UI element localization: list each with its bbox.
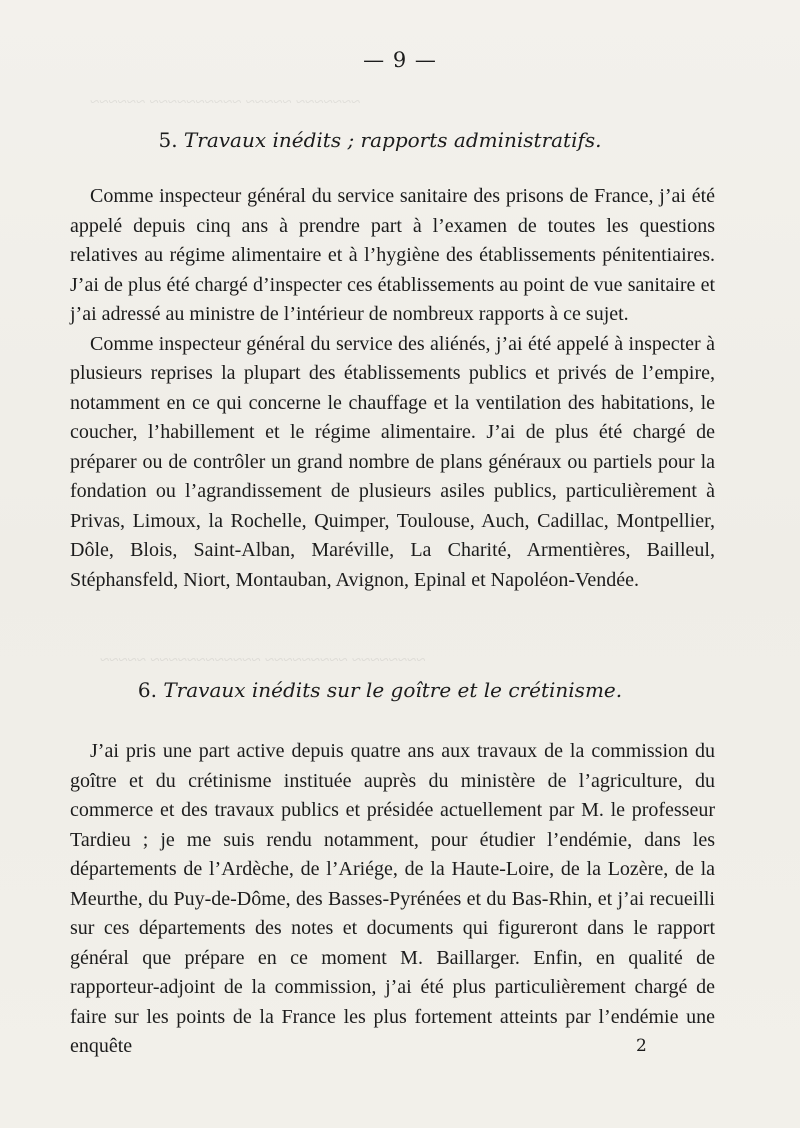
page-number: — 9 — xyxy=(363,48,437,72)
section-heading-5 xyxy=(0,128,760,152)
show-through-texture: ~~~~~~~~ ~~~~~~~~~ ~~~~~~~~~~~~ ~~~~~ xyxy=(100,650,426,669)
signature-mark: 2 xyxy=(636,1036,647,1056)
show-through-texture: ~~~~~~~ ~~~~~ ~~~~~~~~~~ ~~~~~~ xyxy=(90,92,361,111)
section-title: Travaux inédits sur le goître et le crétinisme. xyxy=(163,678,623,702)
section-number: 6. xyxy=(137,678,157,702)
section-body-6 xyxy=(70,737,715,1062)
section-body-5 xyxy=(70,182,715,595)
section-title: Travaux inédits ; rapports administratifs. xyxy=(183,128,602,152)
section-number: 5. xyxy=(158,128,178,152)
paragraph: Comme inspecteur général du service sanitaire des prisons de France, j’ai été appelé depuis cinq ans à prendre part à l’examen de toutes les questions relatives au régime alimentaire et à l’hygiène des établissements pénitentiaires. J’ai de plus été chargé d’inspecter ces établissements au point de vue sanitaire et j’ai adressé au ministre de l’intérieur de nombreux rapports à ce sujet. xyxy=(70,185,715,325)
paragraph: Comme inspecteur général du service des aliénés, j’ai été appelé à inspecter à plusieurs reprises la plupart des établissements publics et privés de l’empire, notamment en ce qui concerne le chauffage et la ventilation des habitations, le coucher, l’habillement et le régime alimentaire. J’ai de plus été chargé de préparer ou de contrôler un grand nombre de plans généraux ou partiels pour la fondation ou l’agrandissement de plusieurs asiles publics, particulièrement à Privas, Limoux, la Rochelle, Quimper, Toulouse, Auch, Cadillac, Montpellier, Dôle, Blois, Saint-Alban, Maréville, La Charité, Armentières, Bailleul, Stéphansfeld, Niort, Montauban, Avignon, Epinal et Napoléon-Vendée. xyxy=(70,332,715,591)
paragraph: J’ai pris une part active depuis quatre ans aux travaux de la commission du goître et du crétinisme instituée auprès du ministère de l’agriculture, du commerce et des travaux publics et présidée actuellement par M. le professeur Tardieu ; je me suis rendu notamment, pour étudier l’endémie, dans les départements de l’Ardèche, de l’Ariége, de la Haute-Loire, de la Lozère, de la Meurthe, du Puy-de-Dôme, des Basses-Pyrénées et du Bas-Rhin, et j’ai recueilli sur ces départements des notes et documents qui figureront dans le rapport général que prépare en ce moment M. Baillarger. Enfin, en qualité de rapporteur-adjoint de la commission, j’ai été plus particulièrement chargé de faire sur les points de la France les plus fortement atteints par l’endémie une enquête xyxy=(70,740,715,1057)
section-heading-6 xyxy=(0,678,760,702)
